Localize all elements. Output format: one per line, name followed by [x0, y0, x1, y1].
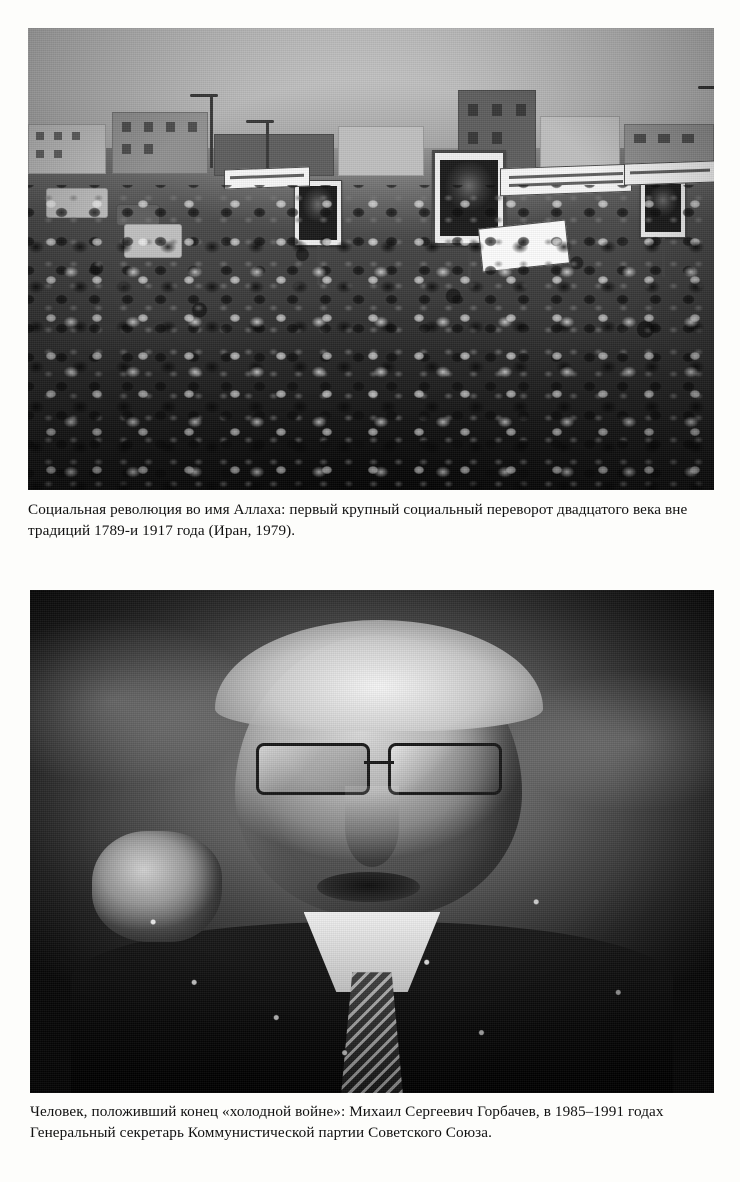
lens-right: [388, 743, 502, 794]
window: [122, 122, 131, 132]
glasses-bridge: [364, 761, 394, 764]
window: [516, 104, 526, 116]
window: [36, 150, 44, 158]
mouth: [317, 872, 420, 902]
window: [54, 132, 62, 140]
crowd-heads-layer-near: [28, 241, 714, 490]
photo-crowd-demonstration: [28, 28, 714, 490]
window: [122, 144, 131, 154]
eyeglasses: [256, 743, 502, 788]
banner-script-line: [630, 169, 709, 175]
banner-right: [624, 160, 714, 185]
window: [54, 150, 62, 158]
figure-gorbachev-portrait: [30, 590, 714, 1144]
window: [72, 132, 80, 140]
window: [144, 144, 153, 154]
figure-caption-crowd: Социальная революция во имя Аллаха: первый крупный социальный переворот двадцатого века вне традиций 1789-и 1917 года (Иран, 1979).: [28, 501, 688, 539]
photo-gorbachev-portrait: [30, 590, 714, 1093]
street-lamp-icon: [266, 120, 269, 174]
building-left: [28, 124, 106, 174]
window: [468, 132, 478, 144]
raised-hand: [92, 831, 222, 942]
window: [188, 122, 197, 132]
banner-script-line: [230, 174, 304, 180]
window: [166, 122, 175, 132]
window: [144, 122, 153, 132]
nose: [345, 786, 400, 866]
window: [492, 104, 502, 116]
figure-caption-portrait: Человек, положивший конец «холодной войне»: Михаил Сергеевич Горбачев, в 1985–1991 годах Генеральный секретарь Коммунистической партии Советского Союза.: [30, 1103, 664, 1141]
building-center-right: [338, 126, 424, 176]
window: [634, 134, 646, 143]
window: [658, 134, 670, 143]
window: [492, 132, 502, 144]
building-midleft: [112, 112, 208, 174]
figure-crowd-demonstration: [28, 28, 714, 542]
street-lamp-icon: [210, 94, 213, 168]
window: [36, 132, 44, 140]
banner-script-line: [509, 172, 623, 179]
window: [468, 104, 478, 116]
window: [682, 134, 694, 143]
